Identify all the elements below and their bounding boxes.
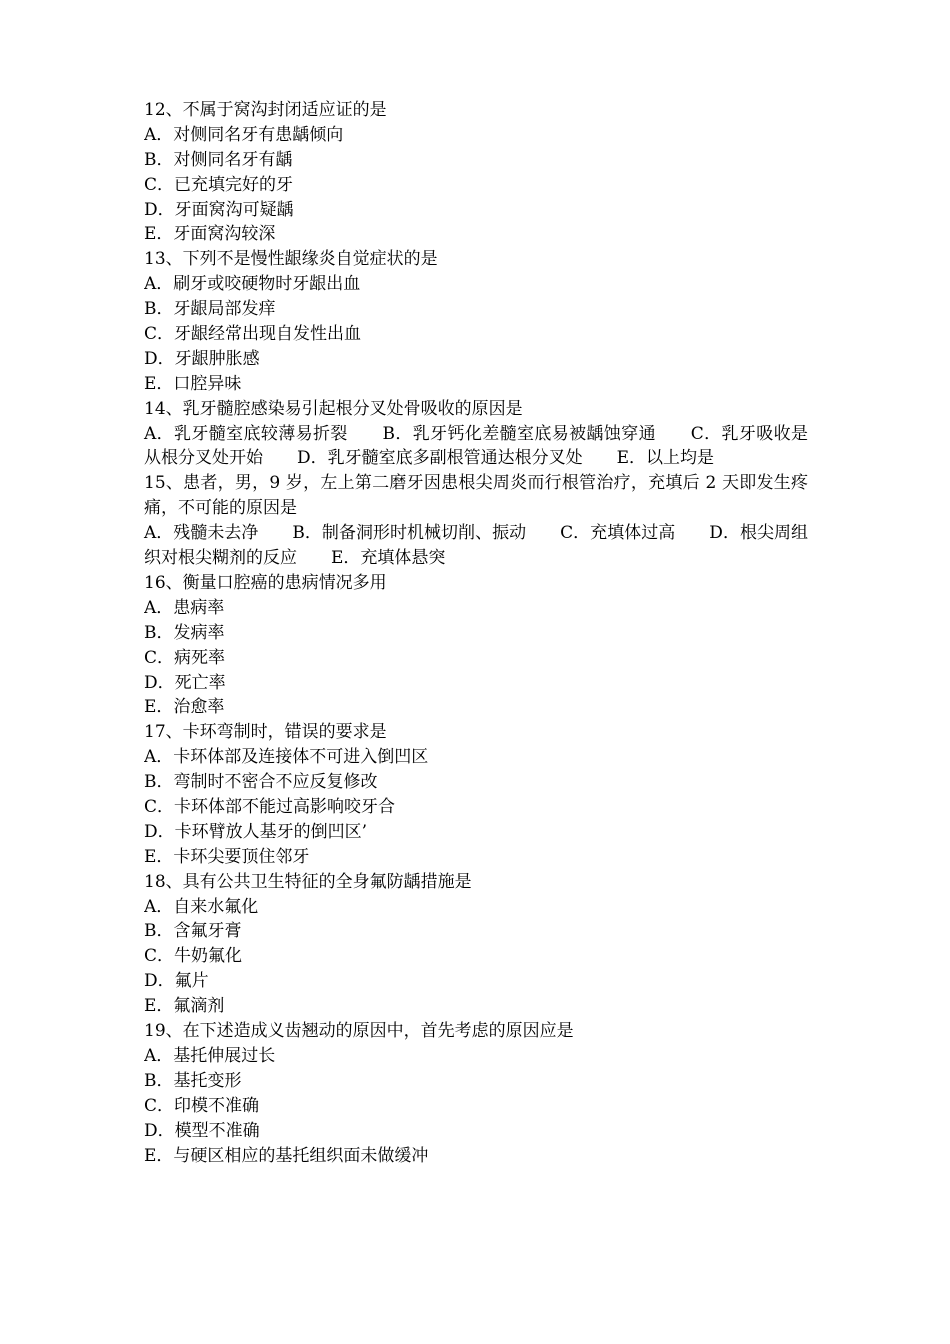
q18-option-c: C．牛奶氟化 [144,946,243,967]
question-16-stem: 16、衡量口腔癌的患病情况多用 [144,573,387,594]
q19-option-b: B．基托变形 [144,1070,242,1091]
question-12-stem: 12、不属于窝沟封闭适应证的是 [144,100,387,120]
q16-option-c: C．病死率 [144,647,226,668]
q18-option-a: A．自来水氟化 [144,896,259,917]
question-15-stem: 15、患者，男，9 岁，左上第二磨牙因患根尖周炎而行根管治疗，充填后 2 天即发生疼痛，不可能的原因是 [144,473,808,519]
q13-option-d: D．牙龈肿胀感 [144,348,260,369]
q19-option-a: A．基托伸展过长 [144,1045,276,1066]
q18-option-b: B．含氟牙膏 [144,921,242,942]
q13-option-c: C．牙龈经常出现自发性出血 [144,324,362,345]
q17-option-b: B．弯制时不密合不应反复修改 [144,772,378,793]
q16-option-a: A．患病率 [144,597,225,618]
q19-option-e: E．与硬区相应的基托组织面未做缓冲 [144,1145,429,1166]
q14-options-paragraph: A．乳牙髓室底较薄易折裂 B．乳牙钙化差髓室底易被龋蚀穿通 C．乳牙吸收是从根分叉处开始 D．乳牙髓室底多副根管通达根分叉处 E．以上均是 [144,423,808,469]
q16-option-d: D．死亡率 [144,672,226,693]
q19-option-d: D．模型不准确 [144,1120,260,1141]
question-19-stem: 19、在下述造成义齿翘动的原因中，首先考虑的原因应是 [144,1021,574,1042]
q12-option-c: C．已充填完好的牙 [144,174,294,195]
q12-option-b: B．对侧同名牙有龋 [144,149,293,170]
q18-option-e: E．氟滴剂 [144,996,225,1017]
q16-option-b: B．发病率 [144,622,225,643]
q12-option-e: E．牙面窝沟较深 [144,224,276,245]
q12-option-a: A．对侧同名牙有患龋倾向 [144,124,344,145]
q16-option-e: E．治愈率 [144,697,225,718]
q17-option-a: A．卡环体部及连接体不可进入倒凹区 [144,747,429,768]
q17-option-c: C．卡环体部不能过高影响咬牙合 [144,797,396,818]
q15-options-paragraph: A．残髓未去净 B．制备洞形时机械切削、振动 C．充填体过高 D．根尖周组织对根尖糊剂的反应 E．充填体悬突 [144,523,808,569]
question-18-stem: 18、具有公共卫生特征的全身氟防龋措施是 [144,871,472,892]
q13-option-a: A．刷牙或咬硬物时牙龈出血 [144,274,361,295]
document-page [144,98,808,1168]
q18-option-d: D．氟片 [144,971,209,992]
q12-option-d: D．牙面窝沟可疑龋 [144,199,294,220]
question-17-stem: 17、卡环弯制时，错误的要求是 [144,722,387,743]
q17-option-d: D．卡环臂放人基牙的倒凹区’ [144,821,368,842]
question-13-stem: 13、下列不是慢性龈缘炎自觉症状的是 [144,249,438,270]
question-14-stem: 14、乳牙髓腔感染易引起根分叉处骨吸收的原因是 [144,398,523,419]
q19-option-c: C．印模不准确 [144,1095,260,1116]
q17-option-e: E．卡环尖要顶住邻牙 [144,846,310,867]
q13-option-b: B．牙龈局部发痒 [144,299,276,320]
q13-option-e: E．口腔异味 [144,373,242,394]
